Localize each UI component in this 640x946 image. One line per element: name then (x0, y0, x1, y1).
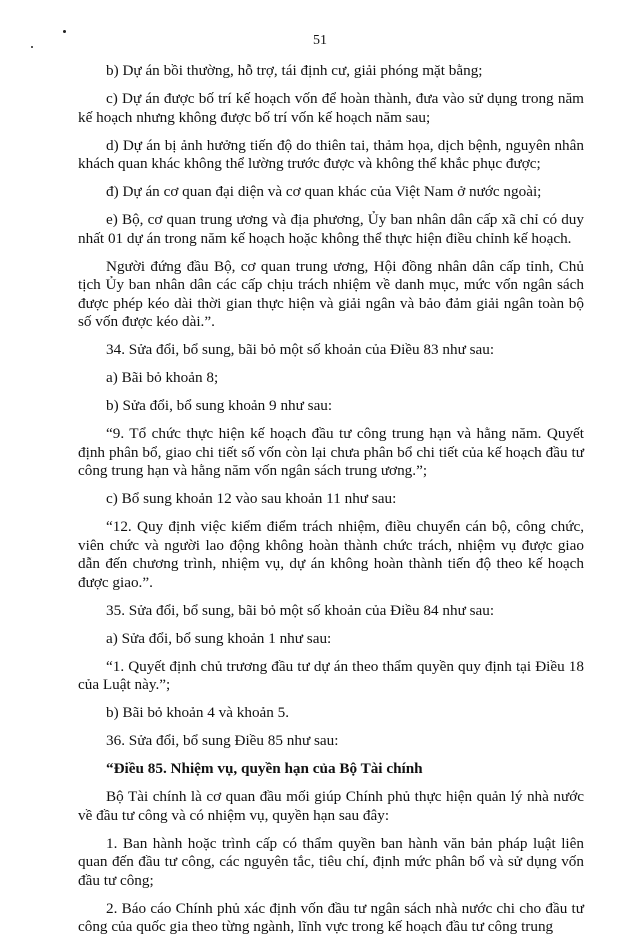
paragraph: 2. Báo cáo Chính phủ xác định vốn đầu tư ngân sách nhà nước chi cho đầu tư công của quốc gia theo từng ngành, lĩnh vực trong kế hoạch đầu tư công trung (78, 899, 584, 935)
paragraph: b) Sửa đổi, bổ sung khoản 9 như sau: (106, 397, 333, 414)
paragraph: Người đứng đầu Bộ, cơ quan trung ương, Hội đồng nhân dân cấp tỉnh, Chủ tịch Ủy ban nhân dân các cấp chịu trách nhiệm về danh mục, mức vốn ngân sách được phép kéo dài thời gian thực hiện và giải ngân và bảo đảm giải ngân toàn bộ số vốn được kéo dài.”. (78, 257, 584, 330)
paragraph: b) Bãi bỏ khoản 4 và khoản 5. (106, 704, 290, 721)
document-body (78, 62, 584, 946)
paragraph: c) Dự án được bố trí kế hoạch vốn để hoàn thành, đưa vào sử dụng trong năm kế hoạch nhưng không được bố trí vốn kế hoạch năm sau; (78, 90, 584, 126)
paragraph: Bộ Tài chính là cơ quan đầu mối giúp Chính phủ thực hiện quản lý nhà nước về đầu tư công và có nhiệm vụ, quyền hạn sau đây: (78, 788, 584, 824)
paragraph: a) Bãi bỏ khoản 8; (106, 369, 219, 386)
paragraph: 36. Sửa đổi, bổ sung Điều 85 như sau: (106, 732, 339, 749)
paragraph: b) Dự án bồi thường, hỗ trợ, tái định cư, giải phóng mặt bằng; (106, 62, 483, 79)
paragraph: c) Bổ sung khoản 12 vào sau khoản 11 như sau: (106, 490, 397, 507)
paragraph: e) Bộ, cơ quan trung ương và địa phương, Ủy ban nhân dân cấp xã chỉ có duy nhất 01 dự án trong năm kế hoạch hoặc không thể thực hiện điều chỉnh kế hoạch. (78, 211, 584, 247)
article-heading: “Điều 85. Nhiệm vụ, quyền hạn của Bộ Tài chính (106, 760, 423, 777)
paragraph: đ) Dự án cơ quan đại diện và cơ quan khác của Việt Nam ở nước ngoài; (106, 183, 542, 200)
paragraph: d) Dự án bị ảnh hưởng tiến độ do thiên tai, thảm họa, dịch bệnh, nguyên nhân khách quan khác không thể lường trước được và không thể khắc phục được; (78, 136, 584, 172)
paragraph: 35. Sửa đổi, bổ sung, bãi bỏ một số khoản của Điều 84 như sau: (106, 601, 495, 619)
paragraph: “9. Tổ chức thực hiện kế hoạch đầu tư công trung hạn và hằng năm. Quyết định phân bổ, giao chi tiết số vốn còn lại chưa phân bổ chi tiết của kế hoạch đầu tư công trung hạn và hằng năm vốn ngân sách trung ương.”; (78, 425, 584, 479)
paragraph: “12. Quy định việc kiểm điểm trách nhiệm, điều chuyển cán bộ, công chức, viên chức và người lao động không hoàn thành chức trách, nhiệm vụ được giao dẫn đến chương trình, nhiệm vụ, dự án không hoàn thành tiến độ theo kế hoạch được giao.”. (78, 518, 584, 591)
page-number: 51 (313, 33, 327, 48)
paragraph: a) Sửa đổi, bổ sung khoản 1 như sau: (106, 629, 332, 647)
paragraph: 34. Sửa đổi, bổ sung, bãi bỏ một số khoản của Điều 83 như sau: (106, 341, 495, 358)
paragraph: “1. Quyết định chủ trương đầu tư dự án theo thẩm quyền quy định tại Điều 18 của Luật này.”; (78, 657, 584, 693)
paragraph: 1. Ban hành hoặc trình cấp có thẩm quyền ban hành văn bản pháp luật liên quan đến đầu tư công, các nguyên tắc, tiêu chí, định mức phân bổ và sử dụng vốn đầu tư công; (78, 834, 584, 889)
